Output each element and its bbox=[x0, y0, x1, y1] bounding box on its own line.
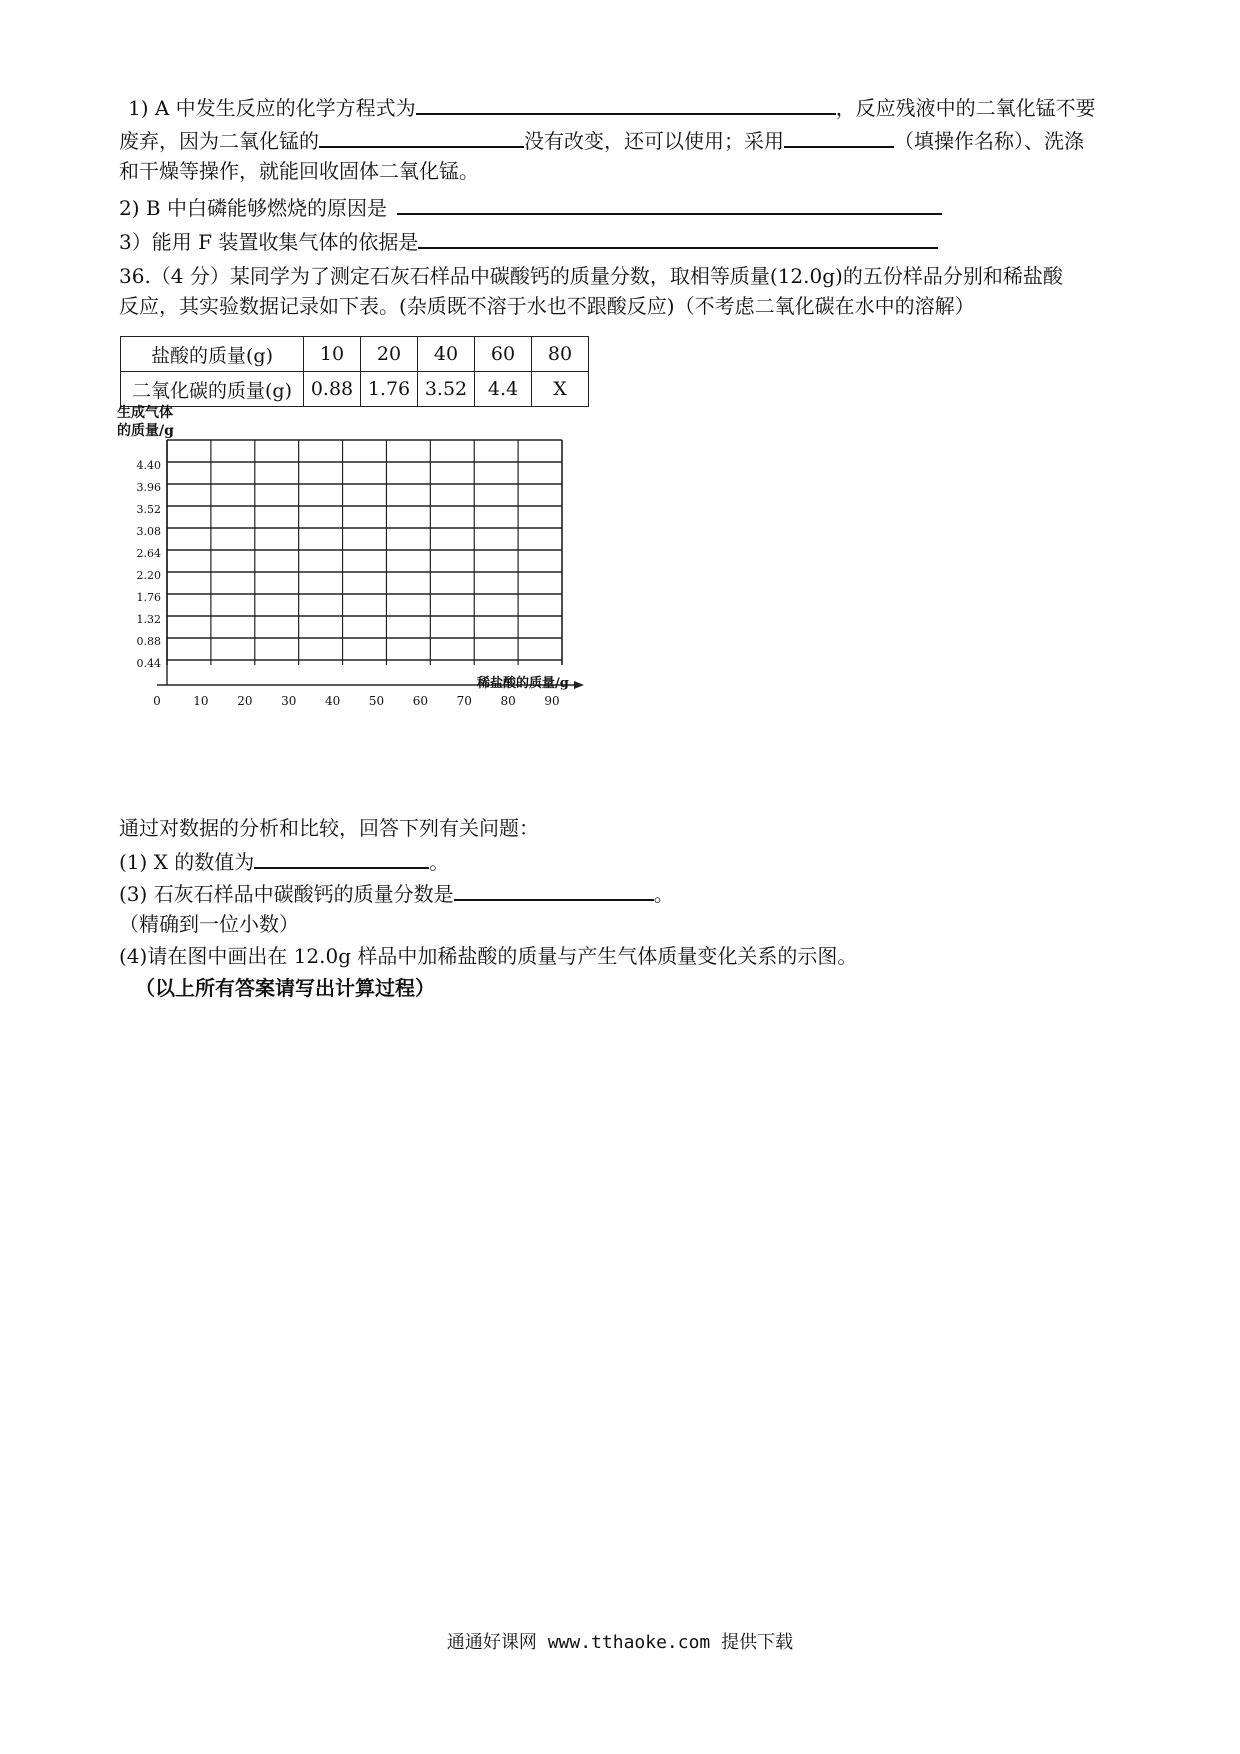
y-tick-label: 1.32 bbox=[136, 613, 161, 626]
table-cell: 1.76 bbox=[361, 372, 418, 407]
x-axis-title: 稀盐酸的质量/g bbox=[477, 676, 569, 691]
q36-line-1: 36.（4 分）某同学为了测定石灰石样品中碳酸钙的质量分数，取相等质量(12.0g)的五份样品分别和稀盐酸 bbox=[119, 264, 1063, 288]
table-cell: 20 bbox=[361, 337, 418, 372]
table-header-hcl: 盐酸的质量(g) bbox=[121, 337, 304, 372]
experiment-data-table bbox=[120, 336, 589, 407]
table-header-co2: 二氧化碳的质量(g) bbox=[121, 372, 304, 407]
q1-line-3: 和干燥等操作，就能回收固体二氧化锰。 bbox=[119, 159, 479, 183]
y-axis-title-line2: 的质量/g bbox=[117, 423, 174, 439]
x-tick-label: 40 bbox=[324, 694, 341, 708]
answer-blank-mass-fraction[interactable] bbox=[454, 877, 654, 901]
chart-grid bbox=[167, 440, 562, 665]
table-cell: 4.4 bbox=[475, 372, 532, 407]
question-3-text: (3) 石灰石样品中碳酸钙的质量分数是 bbox=[119, 882, 454, 906]
answer-blank-q3[interactable] bbox=[418, 225, 938, 249]
analysis-intro: 通过对数据的分析和比较，回答下列有关问题： bbox=[119, 816, 539, 840]
table-cell: 0.88 bbox=[304, 372, 361, 407]
q3-text: 3）能用 F 装置收集气体的依据是 bbox=[119, 230, 419, 254]
x-tick-label: 80 bbox=[500, 694, 516, 708]
q3-line bbox=[119, 225, 938, 257]
x-tick-label: 70 bbox=[456, 694, 472, 708]
y-tick-label: 1.76 bbox=[136, 591, 161, 604]
q2-text: 2) B 中白磷能够燃烧的原因是 bbox=[119, 196, 387, 220]
question-1-line bbox=[119, 845, 449, 877]
chart-ticks bbox=[137, 459, 560, 708]
table-cell: 10 bbox=[304, 337, 361, 372]
table-cell: 3.52 bbox=[418, 372, 475, 407]
q1-line-2 bbox=[119, 124, 1084, 156]
y-tick-label: 4.40 bbox=[136, 459, 161, 472]
y-tick-label: 0.44 bbox=[136, 657, 161, 670]
question-4-line: (4)请在图中画出在 12.0g 样品中加稀盐酸的质量与产生气体质量变化关系的示图。 bbox=[119, 944, 858, 968]
precision-note: （精确到一位小数） bbox=[119, 912, 299, 936]
footer-source: 通通好课网 www.tthaoke.com 提供下载 bbox=[446, 1632, 794, 1653]
question-1-text: (1) X 的数值为 bbox=[119, 850, 255, 874]
x-tick-label: 30 bbox=[281, 694, 297, 708]
x-axis-arrow bbox=[574, 681, 584, 689]
x-tick-label: 0 bbox=[153, 694, 161, 708]
x-tick-label: 10 bbox=[193, 694, 209, 708]
q1-line-1 bbox=[128, 91, 1096, 123]
answer-blank-property[interactable] bbox=[319, 124, 524, 148]
q1-line-1-text: 1) A 中发生反应的化学方程式为 bbox=[128, 96, 416, 120]
y-tick-label: 0.88 bbox=[136, 635, 161, 648]
chart-axes bbox=[157, 440, 584, 689]
x-tick-label: 60 bbox=[412, 694, 429, 708]
question-3-end: 。 bbox=[653, 882, 674, 906]
table-row bbox=[121, 372, 589, 407]
q36-line-2: 反应，其实验数据记录如下表。(杂质既不溶于水也不跟酸反应)（不考虑二氧化碳在水中的溶解） bbox=[119, 294, 975, 318]
y-tick-label: 3.96 bbox=[136, 481, 161, 494]
x-tick-label: 90 bbox=[544, 694, 560, 708]
y-tick-label: 2.64 bbox=[136, 547, 161, 560]
answer-blank-q2[interactable] bbox=[397, 191, 942, 215]
x-tick-label: 20 bbox=[237, 694, 253, 708]
table-cell: 80 bbox=[532, 337, 589, 372]
answer-blank-operation[interactable] bbox=[784, 124, 894, 148]
table-row bbox=[121, 337, 589, 372]
q1-line-2-text-end: （填操作名称）、洗涤 bbox=[894, 129, 1084, 153]
answer-blank-equation[interactable] bbox=[416, 91, 836, 115]
q1-line-2-text-mid: 没有改变，还可以使用；采用 bbox=[524, 129, 784, 153]
y-tick-label: 3.52 bbox=[136, 503, 161, 516]
answer-blank-x-value[interactable] bbox=[254, 845, 429, 869]
y-tick-label: 3.08 bbox=[136, 525, 161, 538]
calculation-note: （以上所有答案请写出计算过程） bbox=[135, 976, 435, 1000]
gas-mass-chart[interactable] bbox=[115, 405, 645, 785]
table-cell: 60 bbox=[475, 337, 532, 372]
table-cell: X bbox=[532, 372, 589, 407]
question-3-line bbox=[119, 877, 674, 909]
q1-line-1-text-end: ，反应残液中的二氧化锰不要 bbox=[835, 96, 1096, 120]
y-tick-label: 2.20 bbox=[136, 569, 161, 582]
x-tick-label: 50 bbox=[368, 694, 385, 708]
q2-line bbox=[119, 191, 942, 223]
q1-line-2-text: 废弃，因为二氧化锰的 bbox=[119, 129, 319, 153]
question-1-end: 。 bbox=[429, 850, 450, 874]
table-cell: 40 bbox=[418, 337, 475, 372]
y-axis-title-line1: 生成气体 bbox=[117, 405, 173, 421]
